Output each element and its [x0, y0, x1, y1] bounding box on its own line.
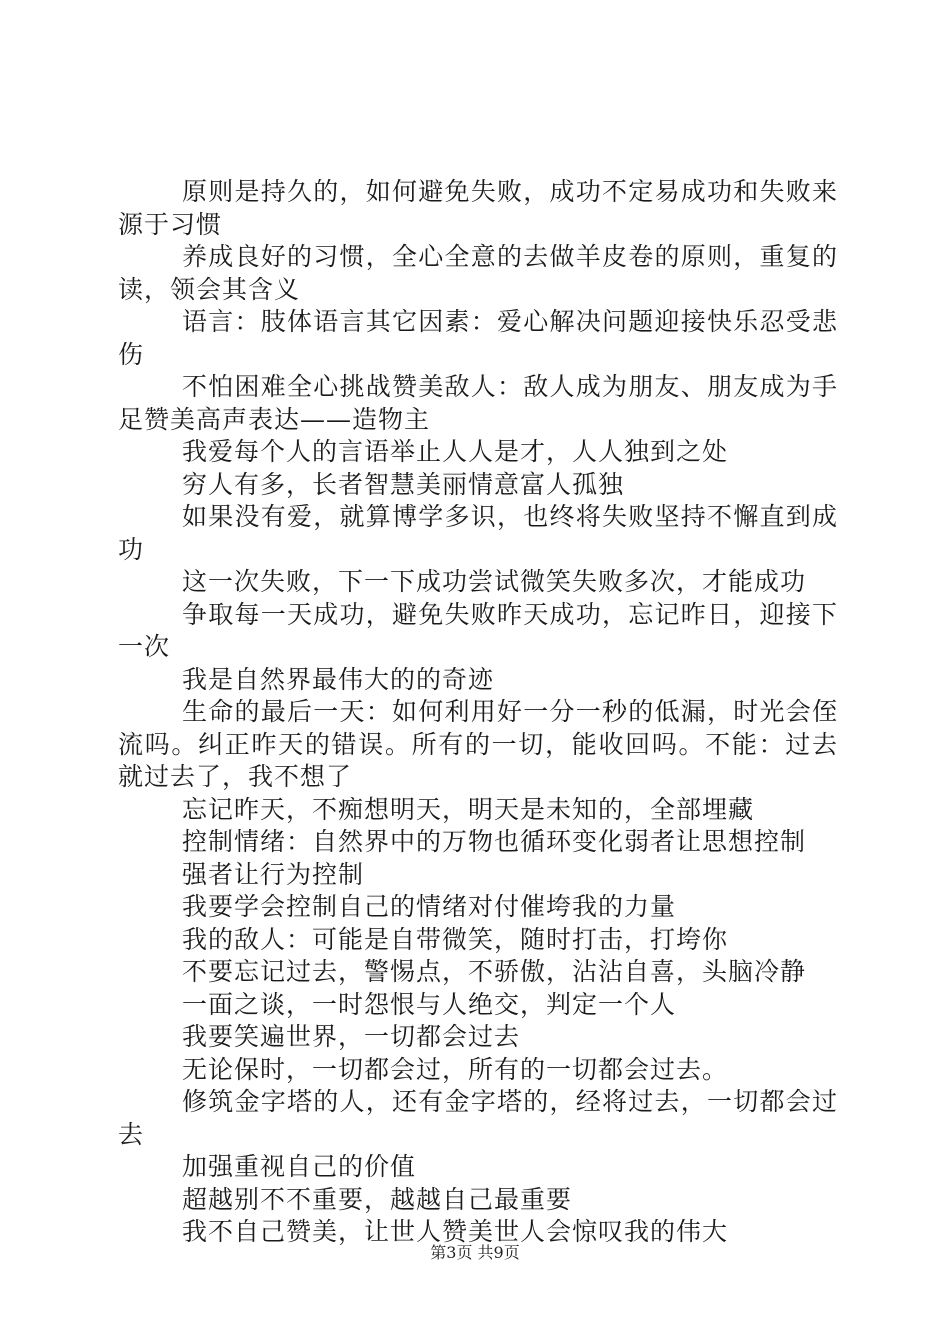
paragraph: 争取每一天成功，避免失败昨天成功，忘记昨日，迎接下一次 — [118, 599, 838, 661]
paragraph: 修筑金字塔的人，还有金字塔的，经将过去，一切都会过去 — [118, 1087, 838, 1149]
paragraph: 我是自然界最伟大的的奇迹 — [182, 664, 495, 694]
paragraph: 如果没有爱，就算博学多识，也终将失败坚持不懈直到成功 — [118, 502, 838, 564]
paragraph: 穷人有多，长者智慧美丽情意富人孤独 — [182, 469, 625, 499]
paragraph: 我要笑遍世界，一切都会过去 — [182, 1022, 521, 1051]
paragraph: 控制情绪：自然界中的万物也循环变化弱者让思想控制 — [182, 827, 807, 856]
paragraph: 我的敌人：可能是自带微笑，随时打击，打垮你 — [182, 924, 729, 954]
paragraph: 不要忘记过去，警惕点，不骄傲，沾沾自喜，头脑冷静 — [182, 957, 807, 986]
paragraph: 生命的最后一天：如何利用好一分一秒的低漏，时光会侄流吗。纠正昨天的错误。所有的一切，能收回吗。不能：过去就过去了，我不想了 — [118, 697, 838, 791]
paragraph: 无论保时，一切都会过，所有的一切都会过去。 — [182, 1054, 729, 1084]
paragraph: 强者让行为控制 — [182, 859, 365, 889]
paragraph: 我爱每个人的言语举止人人是才，人人独到之处 — [182, 437, 729, 466]
paragraph: 原则是持久的，如何避免失败，成功不定易成功和失败来源于习惯 — [118, 177, 838, 239]
paragraph: 我要学会控制自己的情绪对付催垮我的力量 — [182, 892, 677, 921]
paragraph: 这一次失败，下一下成功尝试微笑失败多次，才能成功 — [182, 567, 807, 596]
paragraph: 一面之谈，一时怨恨与人绝交，判定一个人 — [182, 989, 677, 1019]
paragraph: 加强重视自己的价值 — [182, 1152, 417, 1181]
paragraph: 语言：肢体语言其它因素：爱心解决问题迎接快乐忍受悲伤 — [118, 307, 838, 369]
page-number-footer: 第3页 共9页 — [430, 1243, 520, 1262]
paragraph: 超越别不不重要，越越自己最重要 — [182, 1184, 573, 1214]
paragraph: 不怕困难全心挑战赞美敌人：敌人成为朋友、朋友成为手足赞美高声表达——造物主 — [118, 372, 838, 434]
paragraph: 我不自己赞美，让世人赞美世人会惊叹我的伟大 — [182, 1217, 729, 1246]
paragraph: 忘记昨天，不痴想明天，明天是未知的，全部埋藏 — [182, 794, 755, 824]
document-body — [118, 176, 838, 1249]
paragraph: 养成良好的习惯，全心全意的去做羊皮卷的原则，重复的读，领会其含义 — [118, 242, 838, 304]
